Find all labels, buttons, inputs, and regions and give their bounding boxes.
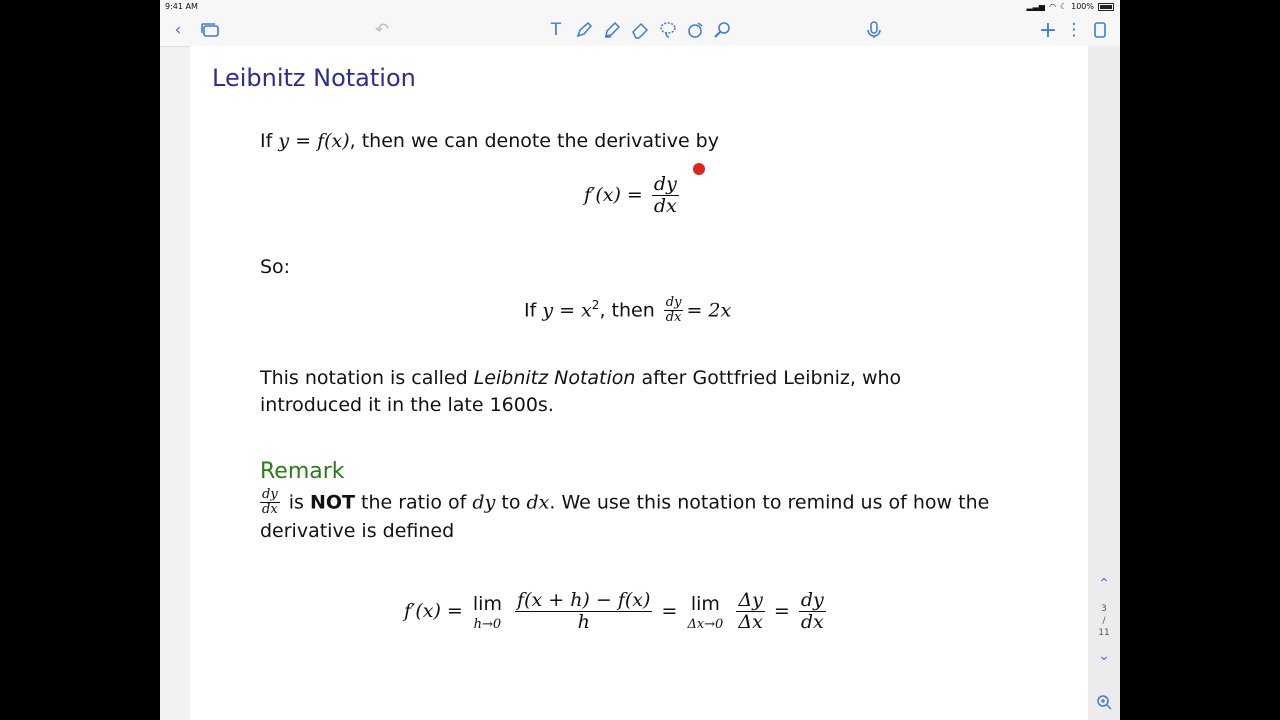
text-tool-icon[interactable]: T [550, 20, 562, 40]
signal-icon: ▂▃▅ [1026, 2, 1045, 11]
limit-definition: f′(x) = lim h→0 $\frac{f(x + h) - f(x)}{h}$ = lim Δx→0 $\frac{\Delta y}{\Delta x}$ = $\frac{dy}{dx}$ [404, 589, 824, 633]
back-icon[interactable]: ‹ [174, 20, 182, 40]
highlighter-icon[interactable] [600, 18, 624, 42]
document-icon[interactable] [1088, 18, 1112, 42]
add-icon[interactable]: + [1038, 17, 1058, 43]
moon-icon: ☾ [1059, 2, 1068, 11]
pages-icon[interactable] [198, 18, 222, 42]
page-total: 11 [1098, 628, 1110, 638]
intro-line: If y = f(x), then we can denote the derivative by [260, 130, 719, 152]
remark-heading: Remark [260, 459, 345, 484]
pen-icon[interactable] [572, 18, 596, 42]
status-time: 9:41 AM [165, 2, 198, 11]
slide-title: Leibnitz Notation [212, 64, 416, 92]
page-navigator [1088, 46, 1120, 720]
more-icon[interactable]: ⋮ [1065, 20, 1083, 40]
wifi-icon: ◠ [1048, 2, 1056, 11]
example-equation: If $y = x^2$, then $\frac{dy}{dx}$ = 2x [524, 295, 732, 326]
undo-icon[interactable]: ↶ [374, 20, 390, 40]
laser-pointer-dot [693, 163, 705, 175]
so-label: So: [260, 256, 291, 278]
app-screen [160, 0, 1120, 720]
page-current: 3 [1101, 604, 1107, 614]
page-separator: / [1102, 616, 1106, 626]
laser-pointer-icon[interactable] [710, 18, 734, 42]
status-bar [160, 0, 1120, 14]
battery-label: 100% [1071, 2, 1094, 11]
page-up-icon[interactable]: ⌃ [1098, 576, 1110, 592]
eraser-icon[interactable] [628, 18, 652, 42]
microphone-icon[interactable] [862, 18, 886, 42]
zoom-icon[interactable] [1088, 694, 1120, 714]
page-down-icon[interactable]: ⌄ [1098, 648, 1110, 664]
lasso-icon[interactable] [656, 18, 680, 42]
derivative-equation: f′(x) = $\frac{dy}{dx}$ [584, 173, 677, 217]
shape-icon[interactable] [684, 18, 708, 42]
leibnitz-paragraph: This notation is called Leibnitz Notation after Gottfried Leibniz, who introduced it in the late 1600s. [260, 367, 902, 416]
document-page[interactable] [190, 46, 1088, 720]
battery-icon [1098, 3, 1114, 11]
remark-text: $\frac{dy}{dx}$ is NOT the ratio of dy to dx. We use this notation to remind us of how the derivative is defined [260, 487, 990, 542]
toolbar [160, 14, 1120, 47]
